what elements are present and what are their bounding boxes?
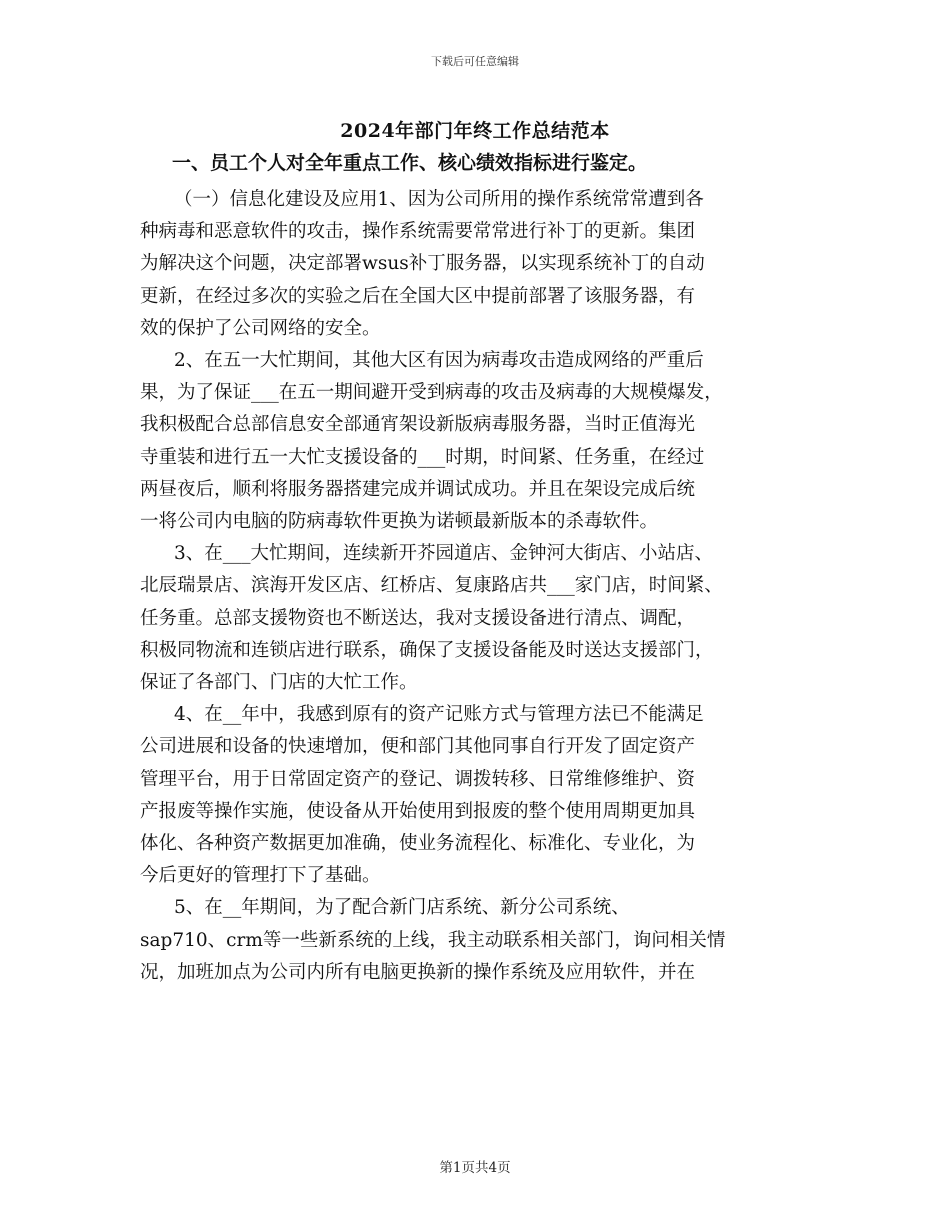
paragraph-line: （一）信息化建设及应用1、因为公司所用的操作系统常常遭到各 [174,189,704,210]
paragraph-line: 3、在___大忙期间，连续新开芥园道店、金钟河大街店、小站店、 [174,543,714,565]
paragraph-line: 任务重。总部支援物资也不断送达，我对支援设备进行清点、调配， [140,607,696,629]
paragraph-line: 积极同物流和连锁店进行联系，确保了支援设备能及时送达支援部门， [140,639,714,661]
page-footer: 第1页共4页 [439,1160,511,1176]
paragraph-line: 果，为了保证___在五一期间避开受到病毒的攻击及病毒的大规模爆发， [140,382,723,404]
paragraph-line: 两昼夜后，顺利将服务器搭建完成并调试成功。并且在架设完成后统 [140,478,696,500]
paragraph-line: 寺重装和进行五一大忙支援设备的___时期，时间紧、任务重，在经过 [140,446,705,468]
paragraph-line: 2、在五一大忙期间，其他大区有因为病毒攻击造成网络的严重后 [174,350,704,372]
paragraph-line: 北辰瑞景店、滨海开发区店、红桥店、复康路店共___家门店，时间紧、 [140,575,723,597]
paragraph-line: 保证了各部门、门店的大忙工作。 [140,672,418,694]
header-note: 下载后可任意编辑 [431,55,519,68]
paragraph-line: 管理平台，用于日常固定资产的登记、调拨转移、日常维修维护、资 [140,768,696,790]
paragraph-line: 公司进展和设备的快速增加，便和部门其他同事自行开发了固定资产 [140,736,696,758]
paragraph [140,184,820,345]
paragraph [140,538,820,699]
paragraph-line: 我积极配合总部信息安全部通宵架设新版病毒服务器，当时正值海光 [140,414,696,436]
paragraph-line: 为解决这个问题，决定部署wsus补丁服务器，以实现系统补丁的自动 [140,253,705,275]
paragraph-line: 种病毒和恶意软件的攻击，操作系统需要常常进行补丁的更新。集团 [140,221,696,243]
paragraph-line: 4、在__年中，我感到原有的资产记账方式与管理方法已不能满足 [174,704,704,726]
document-title: 2024年部门年终工作总结范本 [340,120,610,142]
paragraph [140,345,820,538]
paragraph [140,699,820,892]
paragraph-line: 5、在__年期间，为了配合新门店系统、新分公司系统、 [174,897,630,919]
paragraph-line: 产报废等操作实施，使设备从开始使用到报废的整个使用周期更加具 [140,800,696,822]
paragraph-line: 效的保护了公司网络的安全。 [140,317,381,339]
paragraph-line: 今后更好的管理打下了基础。 [140,865,381,887]
paragraph [140,892,820,989]
paragraph-line: 体化、各种资产数据更加准确，使业务流程化、标准化、专业化，为 [140,833,696,855]
paragraph-line: 更新，在经过多次的实验之后在全国大区中提前部署了该服务器，有 [140,285,696,307]
paragraph-line: 况，加班加点为公司内所有电脑更换新的操作系统及应用软件，并在 [140,961,696,983]
body-text [140,184,820,989]
paragraph-line: 一将公司内电脑的防病毒软件更换为诺顿最新版本的杀毒软件。 [140,511,659,533]
section-heading: 一、员工个人对全年重点工作、核心绩效指标进行鉴定。 [172,152,648,174]
paragraph-line: sap710、crm等一些新系统的上线，我主动联系相关部门，询问相关情 [140,929,726,951]
